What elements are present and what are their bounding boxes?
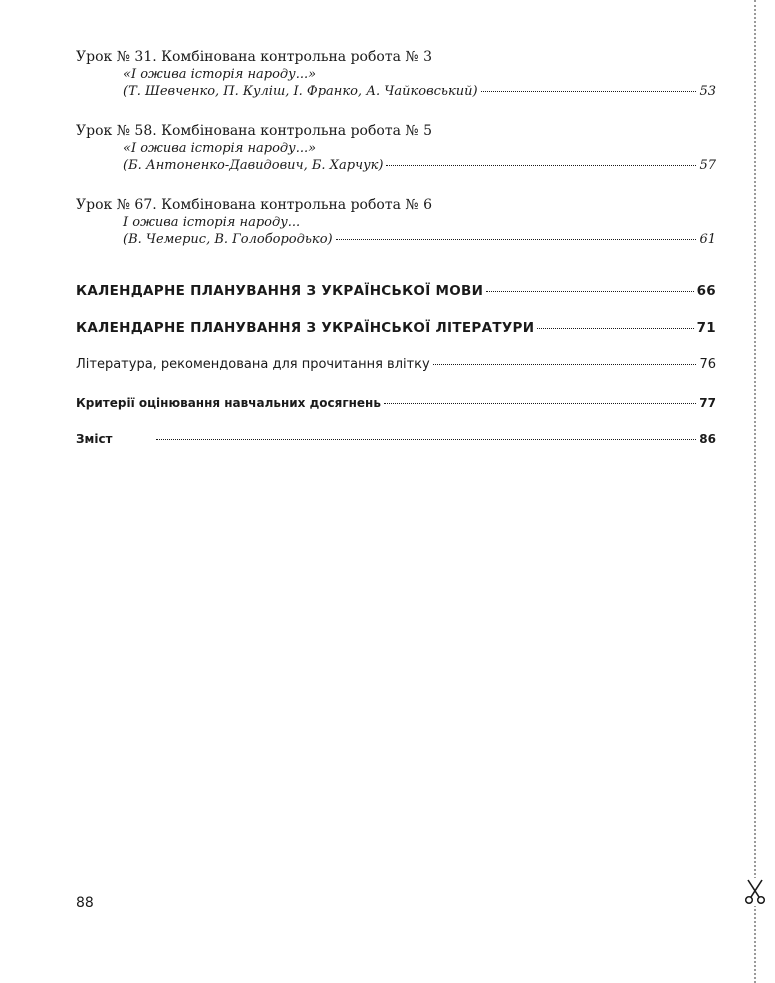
section-label: КАЛЕНДАРНЕ ПЛАНУВАННЯ З УКРАЇНСЬКОЇ МОВИ <box>76 283 484 299</box>
dot-leader <box>386 165 696 166</box>
lesson-title: «І ожива історія народу...» <box>123 141 317 156</box>
section-label: Критерії оцінювання навчальних досягнень <box>76 396 381 410</box>
section-label: КАЛЕНДАРНЕ ПЛАНУВАННЯ З УКРАЇНСЬКОЇ ЛІТЕРАТУРИ <box>76 320 535 336</box>
page-ref: 71 <box>696 320 716 336</box>
lesson-heading: Урок № 58. Комбінована контрольна робота № 5 <box>76 123 432 139</box>
toc-section-entry[interactable] <box>76 396 716 410</box>
dot-leader <box>537 328 693 329</box>
section-label: Література, рекомендована для прочитання влітку <box>76 357 430 372</box>
toc-section-entry[interactable] <box>76 320 716 336</box>
cut-line <box>754 0 756 983</box>
dot-leader <box>336 239 697 240</box>
dot-leader <box>486 291 693 292</box>
page-ref: 76 <box>699 357 716 372</box>
page-ref: 77 <box>699 396 716 410</box>
toc-section-entry[interactable] <box>76 357 716 372</box>
page-ref: 66 <box>696 283 716 299</box>
toc-section-entry[interactable] <box>76 283 716 299</box>
toc-section-entry[interactable] <box>76 432 716 446</box>
dot-leader <box>384 403 696 404</box>
section-label: Зміст <box>76 432 113 446</box>
page-number: 88 <box>76 895 94 911</box>
toc-lesson-entry[interactable] <box>76 48 716 99</box>
scissors-icon <box>744 878 766 906</box>
lesson-authors-row <box>76 232 716 247</box>
lesson-authors: (Б. Антоненко-Давидович, Б. Харчук) <box>123 158 384 173</box>
page-ref: 86 <box>699 432 716 446</box>
page-ref: 61 <box>699 232 716 247</box>
lesson-title: «І ожива історія народу...» <box>123 67 317 82</box>
toc-lesson-entry[interactable] <box>76 122 716 173</box>
lesson-heading: Урок № 31. Комбінована контрольна робота № 3 <box>76 49 432 65</box>
dot-leader <box>156 439 697 440</box>
page-ref: 53 <box>699 84 716 99</box>
lesson-title: І ожива історія народу... <box>123 215 301 230</box>
lesson-heading: Урок № 67. Комбінована контрольна робота № 6 <box>76 197 432 213</box>
lesson-authors: (Т. Шевченко, П. Куліш, І. Франко, А. Чайковський) <box>123 84 478 99</box>
lesson-authors: (В. Чемерис, В. Голобородько) <box>123 232 333 247</box>
dot-leader <box>433 364 697 365</box>
page-ref: 57 <box>699 158 716 173</box>
lesson-authors-row <box>76 84 716 99</box>
dot-leader <box>481 91 697 92</box>
lesson-authors-row <box>76 158 716 173</box>
toc-lesson-entry[interactable] <box>76 196 716 247</box>
